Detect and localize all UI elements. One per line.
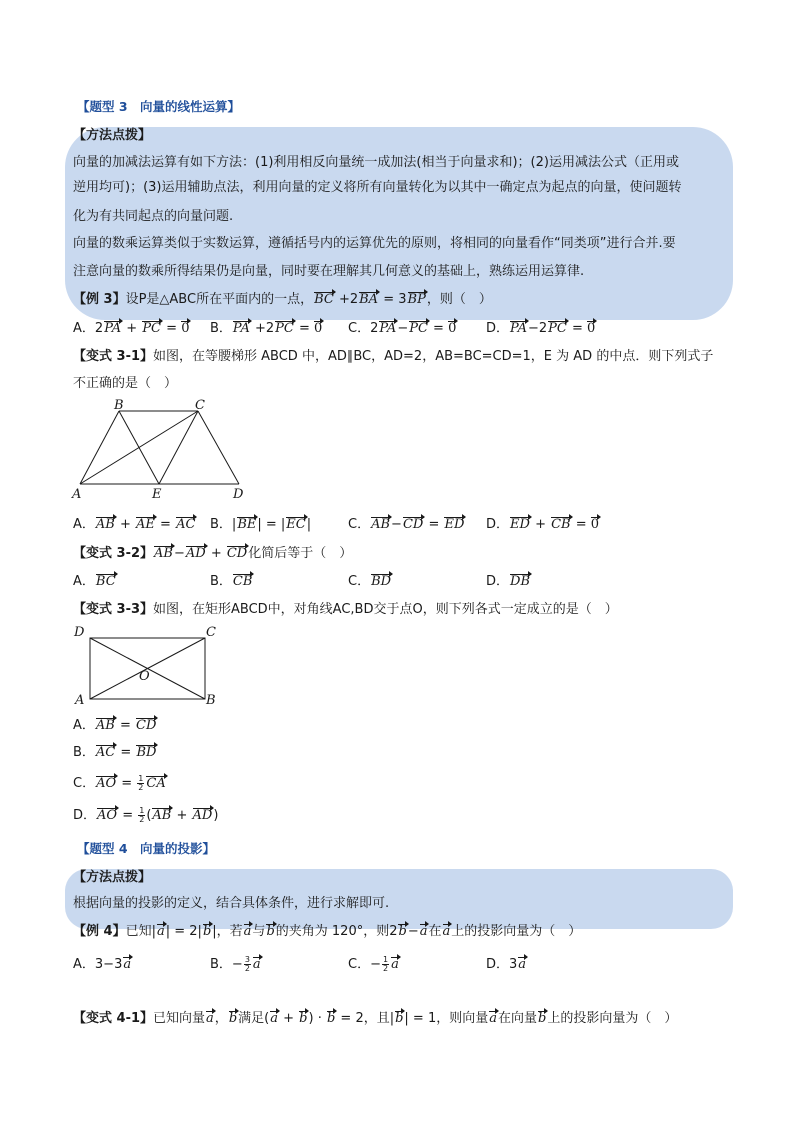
option-c[interactable]: C．− $\frac{1}{2}$ a xyxy=(348,955,399,973)
variant-3-2-question: 【变式 3-2】AB−AD + CD化简后等于（ ） xyxy=(73,546,353,561)
method-line: 注意向量的数乘所得结果仍是向量，同时要在理解其几何意义的基础上，熟练运用运算律. xyxy=(73,264,585,279)
label-a: A xyxy=(75,693,85,708)
segment-ab xyxy=(80,411,119,484)
example-4-question: 【例 4】已知|a| = 2|b|，若a与b的夹角为 120°，则2b−a在a上的投影向量为（ ） xyxy=(73,924,582,939)
example-3-question: 【例 3】设P是△ABC所在平面内的一点，BC +2BA = 3BP，则（ ） xyxy=(73,292,492,307)
label-o: O xyxy=(139,669,150,684)
section-heading-type4: 【题型 4 向量的投影】 xyxy=(77,841,216,856)
method-line: 化为有共同起点的向量问题. xyxy=(73,209,234,224)
label-b: B xyxy=(114,398,124,413)
label-c: C xyxy=(206,625,216,640)
option-b[interactable]: B．CB xyxy=(210,574,253,589)
option-c[interactable]: C．BD xyxy=(348,574,392,589)
variant-3-1-question-line2: 不正确的是（ ） xyxy=(73,376,178,391)
option-b[interactable]: B．|BE| = |EC| xyxy=(210,517,312,532)
variant-3-3-question: 【变式 3-3】如图，在矩形ABCD中，对角线AC,BD交于点O，则下列各式一定成立的是（ ） xyxy=(73,602,618,617)
segment-cd xyxy=(198,411,239,484)
option-c[interactable]: C．2PA−PC = 0 xyxy=(348,321,457,336)
variant-4-1-question: 【变式 4-1】已知向量a，b满足(a + b) · b = 2，且|b| = 1，则向量a在向量b上的投影向量为（ ） xyxy=(73,1011,678,1026)
method-label: 【方法点拨】 xyxy=(73,870,152,885)
variant-3-1-question: 【变式 3-1】如图，在等腰梯形 ABCD 中，AD∥BC，AD=2，AB=BC=CD=1，E 为 AD 的中点．则下列式子 xyxy=(73,349,714,364)
option-b[interactable]: B．PA +2PC = 0 xyxy=(210,321,323,336)
label-e: E xyxy=(152,487,162,502)
option-a[interactable]: A．BC xyxy=(73,574,116,589)
method-line: 向量的数乘运算类似于实数运算，遵循括号内的运算优先的原则，将相同的向量看作“同类项”进行合并.要 xyxy=(73,236,676,251)
option-d[interactable]: D．DB xyxy=(486,574,530,589)
option-c[interactable]: C．AB−CD = ED xyxy=(348,517,465,532)
option-d[interactable]: D．PA−2PC = 0 xyxy=(486,321,596,336)
label-a: A xyxy=(72,487,82,502)
segment-ce xyxy=(159,411,198,484)
label-c: C xyxy=(195,398,205,413)
trapezoid-figure xyxy=(70,395,260,505)
option-a[interactable]: A．2PA + PC = 0 xyxy=(73,321,190,336)
section-heading-type3: 【题型 3 向量的线性运算】 xyxy=(77,99,241,114)
option-b[interactable]: B．− $\frac{3}{2}$ a xyxy=(210,955,261,973)
method-line: 根据向量的投影的定义，结合具体条件，进行求解即可. xyxy=(73,896,390,911)
method-line: 逆用均可)；(3)运用辅助点法，利用向量的定义将所有向量转化为以其中一确定点为起点的向量，使问题转 xyxy=(73,180,682,195)
option-a[interactable]: A．AB = CD xyxy=(73,718,157,733)
option-d[interactable]: D．3a xyxy=(486,957,527,972)
rectangle-figure xyxy=(70,620,230,710)
segment-be xyxy=(119,411,159,484)
option-a[interactable]: A．3−3a xyxy=(73,957,132,972)
option-a[interactable]: A．AB + AE = AC xyxy=(73,517,196,532)
option-c[interactable]: C．AO = $\frac{1}{2}$ CA xyxy=(73,774,166,792)
label-d: D xyxy=(233,487,244,502)
method-line: 向量的加减法运算有如下方法：(1)利用相反向量统一成加法(相当于向量求和)；(2)运用减法公式（正用或 xyxy=(73,155,679,170)
option-b[interactable]: B．AC = BD xyxy=(73,745,157,760)
option-d[interactable]: D．AO = $\frac{1}{2}$ (AB + AD) xyxy=(73,806,219,824)
label-d: D xyxy=(74,625,85,640)
label-b: B xyxy=(206,693,216,708)
option-d[interactable]: D．ED + CB = 0 xyxy=(486,517,600,532)
method-label: 【方法点拨】 xyxy=(73,128,152,143)
